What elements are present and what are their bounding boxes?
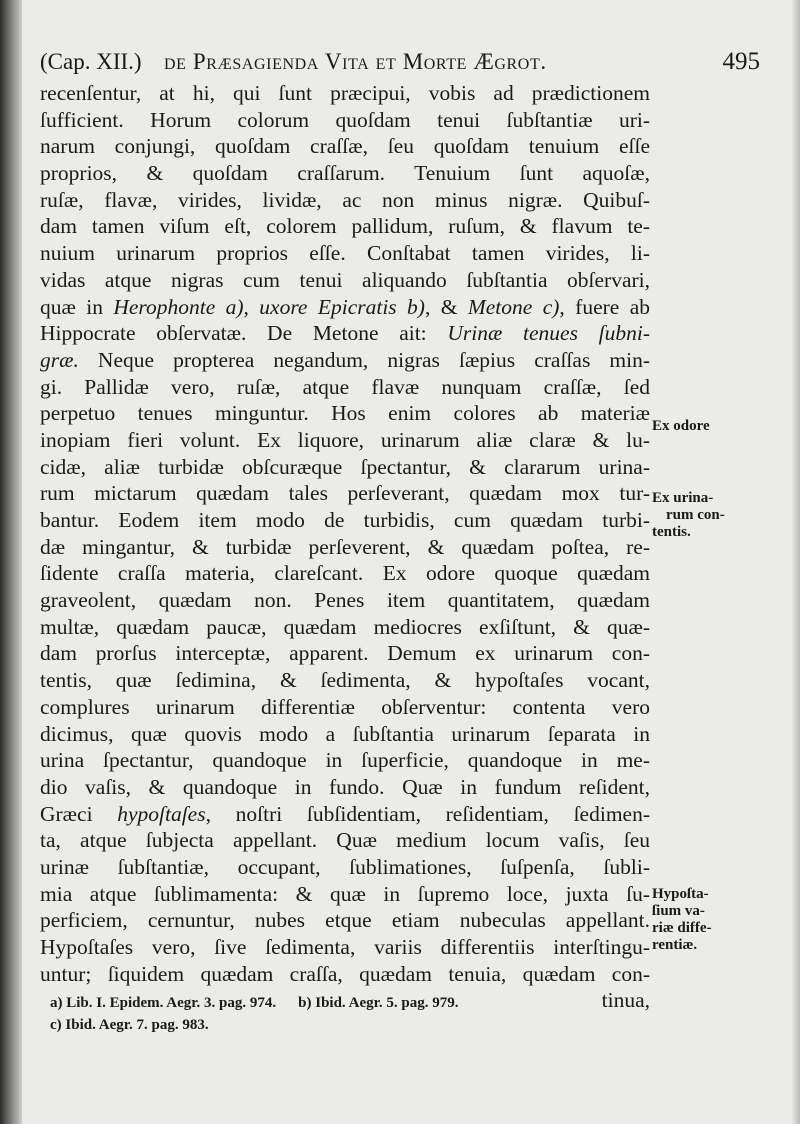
text-span: , noſtri ſubſidentiam, reſidentiam, ſedimen- (205, 801, 650, 826)
text-line (40, 801, 650, 828)
text-line: ſidente craſſa materia, clareſcant. Ex odore quoque quædam (40, 561, 650, 586)
text-span: , & (424, 294, 468, 319)
italic-span: Urinæ tenues ſubni- (447, 321, 650, 346)
running-header (40, 44, 760, 80)
italic-span: Metone c) (467, 294, 560, 319)
margin-note-ex-odore (652, 418, 710, 435)
text-line: proprios, & quoſdam craſſarum. Tenuium ſunt aquoſæ, (40, 161, 650, 186)
running-title: de Præsagienda Vita et Morte Ægrot. (164, 49, 547, 74)
margin-note-line: ſium va- (652, 903, 705, 919)
text-line: cidæ, aliæ turbidæ obſcuræque ſpectantur, & clararum urina- (40, 454, 650, 479)
margin-note-hypostasium (652, 886, 712, 954)
text-line: Hypoſtaſes vero, ſive ſedimenta, variis differentiis interſtingu- (40, 935, 650, 959)
text-line: bantur. Eodem item modo de turbidis, cum quædam turbi- (40, 508, 650, 532)
italic-span: hypoſtaſes (117, 801, 206, 826)
text-line: tentis, quæ ſedimina, & ſedimenta, & hypoſtaſes vocant, (40, 668, 650, 693)
footnote-line-2 (50, 1014, 670, 1036)
text-line: urina ſpectantur, quandoque in ſuperficie, quandoque in me- (40, 748, 650, 773)
text-line: recenſentur, at hi, qui ſunt præcipui, vobis ad prædictionem (40, 81, 650, 105)
text-line: perpetuo tenues minguntur. Hos enim colores ab materiæ (40, 401, 650, 426)
margin-note-ex-urinarum-contentis (652, 490, 725, 541)
footnote-line-1 (50, 992, 670, 1014)
text-line: dæ mingantur, & turbidæ perſeverent, & quædam poſtea, re- (40, 534, 650, 559)
text-line: rum mictarum quædam tales perſeverant, quædam mox tur- (40, 481, 650, 506)
text-span: , fuere ab (559, 294, 650, 319)
text-span: quæ in (40, 294, 114, 319)
text-span: Græci (40, 801, 118, 826)
body-text (40, 80, 650, 1014)
text-line (40, 294, 650, 321)
margin-note-line: rentiæ. (652, 937, 698, 953)
text-line: dio vaſis, & quandoque in fundo. Quæ in fundum reſident, (40, 774, 650, 799)
text-line: tinua, (601, 988, 650, 1013)
margin-note-line: Ex odore (652, 418, 710, 434)
text-line: narum conjungi, quoſdam craſſæ, ſeu quoſdam tenuium eſſe (40, 134, 650, 159)
text-line: ſufficient. Horum colorum quoſdam tenui ſubſtantiæ uri- (40, 107, 650, 132)
text-span: Hippocrate obſervatæ. De Metone ait: (40, 321, 448, 346)
text-line: dicimus, quæ quovis modo a ſubſtantia urinarum ſeparata in (40, 721, 650, 746)
text-line: multæ, quædam paucæ, quædam mediocres exſiſtunt, & quæ- (40, 614, 650, 639)
text-line: nuium urinarum proprios eſſe. Conſtabat tamen virides, li- (40, 241, 650, 266)
text-line: mia atque ſublimamenta: & quæ in ſupremo loce, juxta ſu- (40, 881, 650, 906)
margin-note-line: Ex urina- (652, 490, 714, 506)
chapter-label: (Cap. XII.) (40, 49, 142, 74)
text-line: vidas atque nigras cum tenui aliquando ſubſtantia obſervari, (40, 267, 650, 292)
footnotes (50, 992, 670, 1036)
footnote-b: b) Ibid. Aegr. 5. pag. 979. (298, 995, 459, 1011)
text-span: Neque propterea negandum, nigras ſæpius craſſas min- (78, 347, 650, 372)
margin-note-line: riæ diffe- (652, 920, 712, 936)
italic-span: Herophonte a), uxore Epicratis b) (113, 294, 425, 319)
page-number: 495 (722, 48, 760, 75)
footnote-c: c) Ibid. Aegr. 7. pag. 983. (50, 1017, 209, 1033)
page-edge (792, 0, 800, 1124)
book-gutter-shadow (0, 0, 22, 1124)
text-line (40, 320, 650, 347)
text-line: ruſæ, flavæ, virides, lividæ, ac non minus nigræ. Quibuſ- (40, 187, 650, 212)
text-line: dam tamen viſum eſt, colorem pallidum, ruſum, & flavum te- (40, 214, 650, 239)
text-line: dam prorſus interceptæ, apparent. Demum ex urinarum con- (40, 641, 650, 666)
margin-note-line: tentis. (652, 524, 691, 540)
italic-span: græ. (40, 347, 79, 372)
text-line: inopiam fieri volunt. Ex liquore, urinarum aliæ claræ & lu- (40, 427, 650, 452)
text-line: untur; ſiquidem quædam craſſa, quædam tenuia, quædam con- (40, 961, 650, 986)
text-line: gi. Pallidæ vero, ruſæ, atque flavæ nunquam craſſæ, ſed (40, 374, 650, 399)
footnote-a: a) Lib. I. Epidem. Aegr. 3. pag. 974. (50, 995, 277, 1011)
text-line: perficiem, cernuntur, nubes etque etiam nubeculas appellant. (40, 908, 650, 933)
text-line: ta, atque ſubjecta appellant. Quæ medium locum vaſis, ſeu (40, 828, 650, 853)
text-line (40, 347, 650, 374)
text-line: graveolent, quædam non. Penes item quantitatem, quædam (40, 588, 650, 613)
text-line: urinæ ſubſtantiæ, occupant, ſublimationes, ſuſpenſa, ſubli- (40, 854, 650, 879)
margin-note-line: rum con- (666, 507, 725, 523)
margin-note-line: Hypoſta- (652, 886, 709, 902)
text-line: complures urinarum differentiæ obſerventur: contenta vero (40, 694, 650, 719)
